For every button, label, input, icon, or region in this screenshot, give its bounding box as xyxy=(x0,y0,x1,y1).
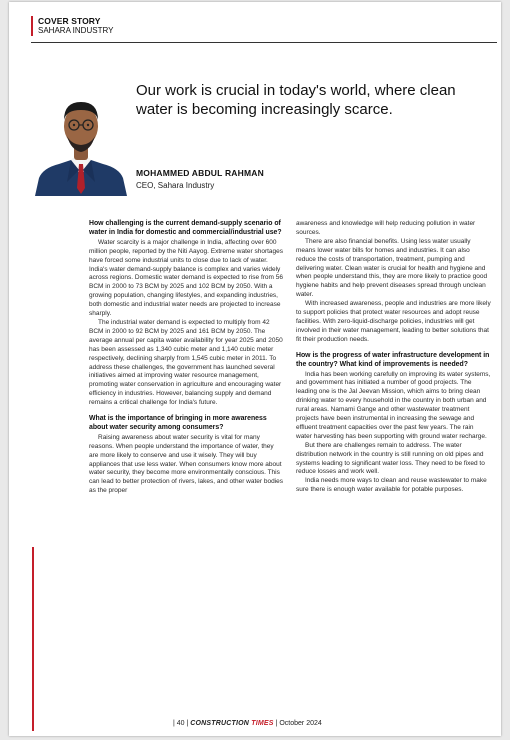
issue-date: October 2024 xyxy=(279,720,322,727)
section-tag xyxy=(31,16,113,36)
article-paragraph: Raising awareness about water security is vital for many reasons. When people understand the importance of water, they are more likely to conserve and use it wisely. They will buy appliances that use less water. When consumers know more about water security, they become more environmentally conscious. This can lead to better protection of rivers, lakes, and other water bodies as the proper xyxy=(89,433,284,495)
accent-rule xyxy=(32,547,34,731)
author-role: CEO, Sahara Industry xyxy=(136,181,215,190)
pull-quote: Our work is crucial in today's world, where clean water is becoming increasingly scarce. xyxy=(136,82,456,118)
article-paragraph: There are also financial benefits. Using less water usually means lower water bills for homes and industries. It can also reduce the costs of transportation, treatment, pumping and delivering water. Clean water is crucial for health and hygiene and when people understand this, they are more likely to practice good hygiene habits and help prevent diseases spread through unclean water. xyxy=(296,237,488,299)
brand-part-a: CONSTRUCTION xyxy=(190,720,250,727)
publication-name xyxy=(190,720,273,727)
article-paragraph: But there are challenges remain to address. The water distribution network in the country is still running on old pipes and systems leading to significant water loss. They need to be fixed to reduce losses and work well. xyxy=(296,441,485,476)
page-footer xyxy=(173,720,322,727)
header-rule xyxy=(31,42,497,43)
page-number: | 40 | xyxy=(173,720,189,727)
article-column-left xyxy=(89,220,284,496)
brand-part-b: TIMES xyxy=(251,720,274,727)
article-paragraph: India has been working carefully on improving its water systems, and government has initiated a number of good projects. The leading one is the Jal Jeevan Mission, which aims to bring clean drinking water to every household in the country in both urban and rural areas. Namami Gange and other wastewater treatment projects have been instrumental in increasing the sewage and effluent treatment capacities over the past few years. The rain water harvesting has been supporting with ground water recharge. xyxy=(296,370,491,440)
article-paragraph: awareness and knowledge will help reducing pollution in water sources. xyxy=(296,220,476,236)
question-heading: How challenging is the current demand-supply scenario of water in India for domestic and commercial/industrial use? xyxy=(89,220,282,236)
question-heading: How is the progress of water infrastructure development in the country? What kind of improvements is needed? xyxy=(296,351,490,368)
article-body xyxy=(89,220,491,710)
author-portrait xyxy=(31,78,131,196)
section-label: COVER STORY xyxy=(38,16,101,26)
article-paragraph: The industrial water demand is expected to multiply from 42 BCM in 2000 to 92 BCM by 2025 and 161 BCM by 2050. The average annual per capita water availability for year 2025 and 2050 has been assessed as 1,340 cubic meter and 1,140 cubic meter respectively, declining sharply from 1,545 cubic meter in 2011. To address these challenges, the government has launched several initiatives aimed at improving water resource management, promoting water conservation in agriculture and encouraging water efficiency in industries. However, balancing supply and demand remains a critical challenge for India's future. xyxy=(89,318,283,407)
author-name: MOHAMMED ABDUL RAHMAN xyxy=(136,168,264,178)
article-paragraph: India needs more ways to clean and reuse wastewater to make sure there is enough water available for potable purposes. xyxy=(296,477,487,494)
article-column-right xyxy=(296,220,491,495)
footer-separator: | xyxy=(275,720,278,727)
subsection-label: SAHARA INDUSTRY xyxy=(38,26,114,35)
article-paragraph: With increased awareness, people and industries are more likely to support policies that protect water resources and adopt reuse facilities. With zero-liquid-discharge policies, industries will get involved in their water management, leading to better solutions that fit their production needs. xyxy=(296,300,491,343)
magazine-page xyxy=(9,2,501,736)
question-heading: What is the importance of bringing in more awareness about water security among consumers? xyxy=(89,415,267,431)
article-paragraph: Water scarcity is a major challenge in India, affecting over 600 million people, reported by the Niti Aayog. Extreme water shortages have forced some industrial units to close due to lack of water. India's water demand-supply balance is complex and varies widely across regions. Domestic water demand is expected to rise from 56 BCM in 2000 to 73 BCM by 2025 and 102 BCM by 2050. With a growing population, changing lifestyles, and expanding industries, both domestic and industrial water needs are projected to increase sharply. xyxy=(89,238,284,318)
